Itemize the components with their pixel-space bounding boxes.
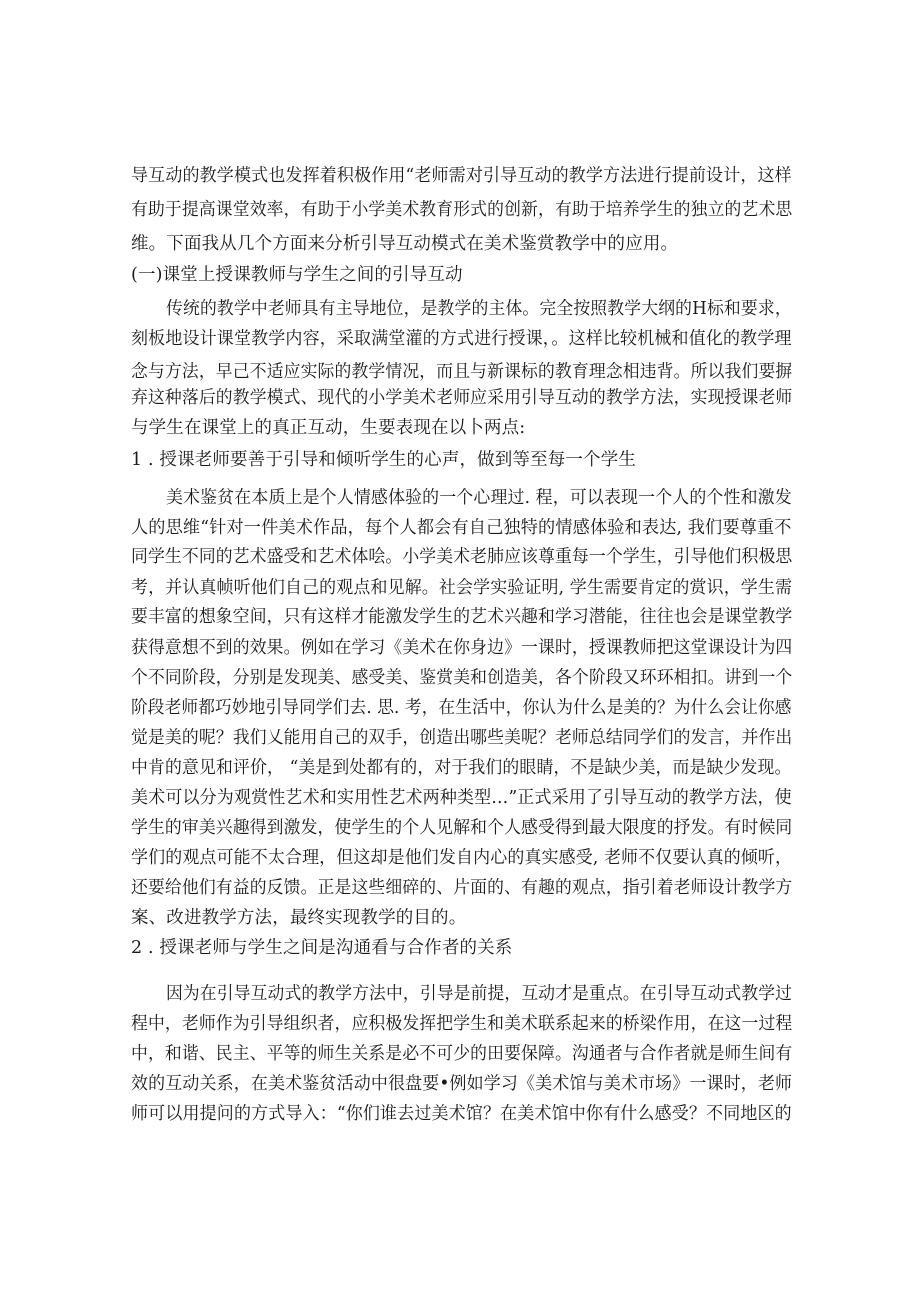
paragraph-line: 导互动的教学模式也发挥着积极作用“老师需对引导互动的教学方法进行提前设计，这样 [131,166,792,186]
paragraph-line: 学们的观点可能不太合理，但这却是他们发自内心的真实感受, 老师不仅要认真的倾听， [131,848,793,868]
subsection-heading: 1 . 授课老师要善于引导和倾听学生的心声，做到等至每一个学生 [131,450,636,470]
paragraph-line: 要丰富的想象空间，只有这样才能激发学生的艺术兴趣和学习潜能，往往也会是课堂教学 [131,607,793,627]
paragraph-line: 程中，老师作为引导组织者，应积极发挥把学生和美术联系起来的桥梁作用，在这一过程 [131,1014,793,1034]
paragraph-line: 还要给他们有益的反馈。正是这些细碎的、片面的、有趣的观点，指引着老师设计教学方 [131,878,793,898]
paragraph-line: 与学生在课堂上的真正互动，生要表现在以卜两点: [131,418,526,438]
paragraph-line: 刻板地设计课堂教学内容，采取满堂灌的方式进行授课，。这样比较机械和值化的教学理 [131,329,792,349]
paragraph-line: 传统的教学中老师具有主导地位，是教学的主体。完全按照教学大纲的H标和要求， [166,299,792,319]
paragraph-line: 弃这种落后的教学模式、现代的小学美术老师应采用引导互动的教学方法，实现授课老师 [131,388,793,408]
paragraph-line: 考，并认真帧听他们自己的观点和见解。社会学实验证明, 学生需要肯定的赏识，学生需 [131,578,793,598]
paragraph-line: 效的互动关系，在美术鉴贫活动中很盘要•例如学习《美术馆与美术市场》一课时，老师 [131,1074,793,1094]
paragraph-line: 人的思维“针对一件美术作品，每个人都会有自己独特的情感体验和表达, 我们要尊重不 [131,518,792,538]
paragraph-line: 觉是美的呢？我们乂能用自己的双手，创造出哪些美呢？老师总结同学们的发言，并作出 [131,728,793,748]
section-heading: (一)课堂上授课教师与学生之间的引导互动 [131,265,463,285]
paragraph-line: 师可以用提问的方式导入：“你们谁去过美术馆？在美术馆中你有什么感受？不同地区的 [131,1104,792,1124]
paragraph-line: 念与方法，早己不适应实际的教学情况，而且与新课标的教育理念相违背。所以我们要摒 [131,362,793,382]
paragraph-line: 中肯的意见和评价， “美是到处都有的，对于我们的眼睛，不是缺少美，而是缺少发现。 [131,758,792,778]
paragraph-line: 美术鉴贫在本质上是个人情感体验的一个心理过. 程，可以表现一个人的个性和激发 [166,488,792,508]
paragraph-line: 美术可以分为观赏性艺术和实用性艺术两种类型…”正式采用了引导互动的教学方法，使 [131,788,792,808]
paragraph-line: 中，和谐、民主、平等的师生关系是必不可少的田要保障。沟通者与合作者就是师生间有 [131,1044,793,1064]
paragraph-line: 因为在引导互动式的教学方法中，引导是前提，互动才是重点。在引导互动式教学过 [166,984,793,1004]
paragraph-line: 维。下面我从几个方面来分析引导互动模式在美术鉴赏教学中的应用。 [131,234,679,254]
subsection-heading: 2 . 授课老师与学生之间是沟通看与合作者的关系 [131,938,513,958]
paragraph-line: 学生的审美兴趣得到激发，使学生的个人见解和个人感受得到最大限度的抒发。有时候同 [131,818,793,838]
paragraph-line: 有助于提高课堂效率，有助于小学美术教育形式的创新，有助于培养学生的独立的艺术思 [131,200,793,220]
paragraph-line: 个不同阶段，分别是发现美、感受美、鉴赏美和创造美，各个阶段又环环相扣。讲到一个 [131,668,793,688]
paragraph-line: 案、改进教学方法，最终实现教学的目的。 [131,908,467,928]
paragraph-line: 获得意想不到的效果。例如在学习《美术在你身边》一课时，授课教师把这堂课设计为四 [131,638,793,658]
paragraph-line: 阶段老师都巧妙地引导同学们去. 思. 考，在生活中，你认为什么是美的？为什么会让你感 [131,698,792,718]
paragraph-line: 同学生不同的艺术盛受和艺术体哙。小学美术老肺应该尊重每一个学生，引导他们积极思 [131,547,793,567]
